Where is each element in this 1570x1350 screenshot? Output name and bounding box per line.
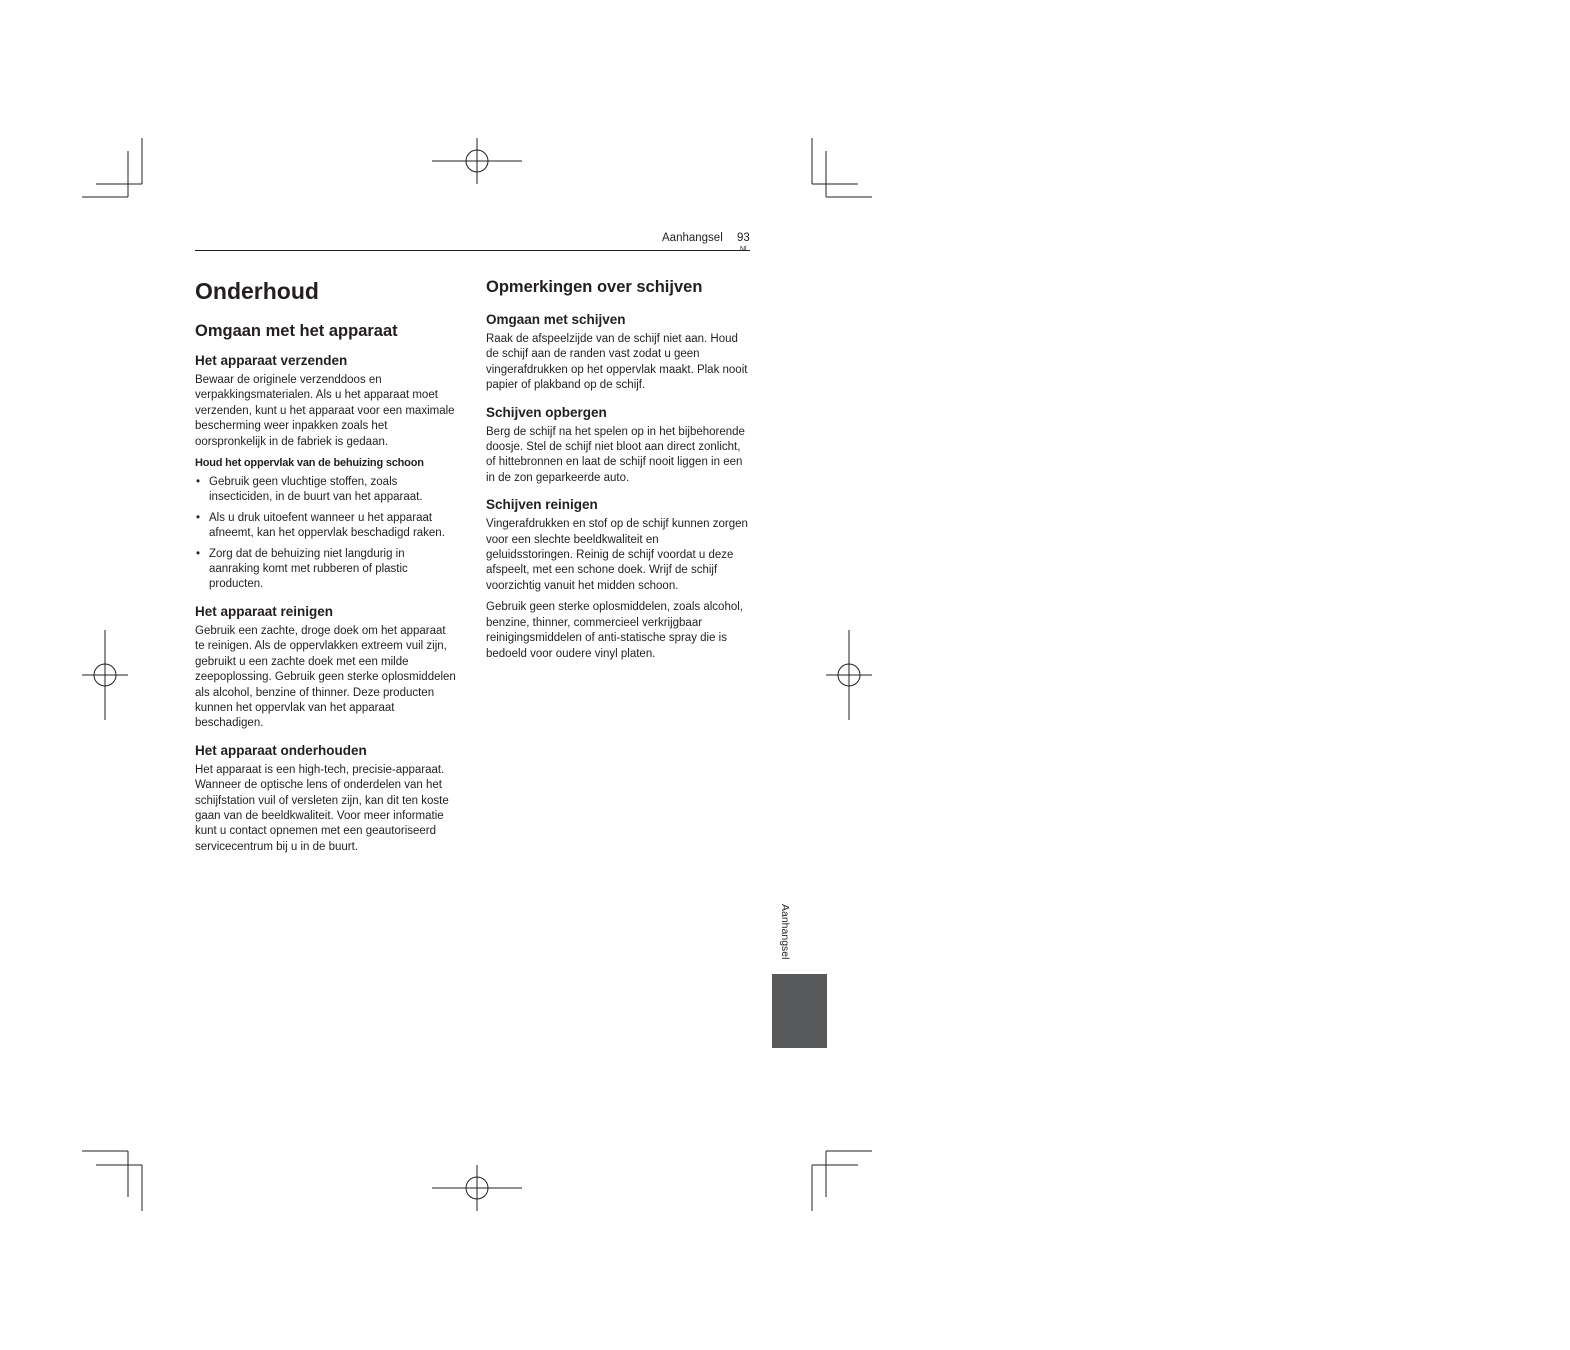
heading-onderhouden: Het apparaat onderhouden (195, 742, 367, 758)
chapter-tab (772, 974, 1570, 1048)
list-item-text: Als u druk uitoefent wanneer u het apparaat afneemt, kan het oppervlak beschadigd raken. (209, 511, 445, 540)
bullet-icon: • (196, 547, 201, 560)
side-section-label: Aanhangsel (779, 904, 791, 960)
section-onderhouden (195, 742, 457, 855)
header-rule (195, 250, 750, 251)
body-schijven-reinigen-2: Gebruik geen sterke oplosmiddelen, zoals alcohol, benzine, thinner, commercieel verkrijgbaar reinigingsmiddelen of anti-statische spray die is bedoeld voor oudere vinyl platen. (486, 601, 743, 660)
bullet-icon: • (196, 511, 201, 524)
heading-reinigen: Het apparaat reinigen (195, 603, 334, 619)
body-schijven-reinigen-1: Vingerafdrukken en stof op de schijf kunnen zorgen voor een slechte beeldkwaliteit en geluidsstoringen. Reinig de schijf voordat u deze afspeelt, met een schone doek. Wrijf de schijf voorzichtig vanuit het midden schoon. (486, 518, 748, 592)
subheading-behuizing: Houd het oppervlak van de behuizing schoon (195, 457, 424, 470)
section-reinigen (195, 603, 457, 732)
bullet-list (195, 475, 457, 593)
language-code: Nl (740, 246, 747, 253)
body-onderhouden: Het apparaat is een high-tech, precisie-apparaat. Wanneer de optische lens of onderdelen van het schijfstation vuil of versleten zijn, kan dit ten koste gaan van de beeldkwaliteit. Voor meer informatie kunt u contact opnemen met een geautoriseerd servicecentrum bij u in de buurt. (195, 763, 449, 853)
body-opbergen: Berg de schijf na het spelen op in het bijbehorende doosje. Stel de schijf niet bloot aan direct zonlicht, of hittebronnen en laat de schijf nooit liggen in een in de zon geparkeerde auto. (486, 425, 745, 484)
list-item-text: Gebruik geen vluchtige stoffen, zoals insecticiden, in de buurt van het apparaat. (209, 476, 423, 504)
section-title-schijven: Opmerkingen over schijven (486, 278, 703, 296)
section-verzenden (195, 352, 457, 593)
heading-verzenden: Het apparaat verzenden (195, 353, 348, 368)
heading-schijven-reinigen: Schijven reinigen (486, 497, 598, 513)
list-item (195, 511, 457, 542)
page-title: Onderhoud (195, 278, 319, 304)
heading-omgaan-schijven: Omgaan met schijven (486, 312, 626, 327)
body-reinigen: Gebruik een zachte, droge doek om het apparaat te reinigen. Als de oppervlakken extreem vuil zijn, gebruikt u een zachte doek met een milde zeepoplossing. Gebruik geen sterke oplosmiddelen als alcohol, benzine of thinner. Deze producten kunnen het oppervlak van het apparaat beschadigen. (195, 624, 456, 730)
body-verzenden: Bewaar de originele verzenddoos en verpakkingsmaterialen. Als u het apparaat moet verzenden, kunt u het apparaat voor een maximale bescherming weer inpakken zoals het oorspronkelijk in de fabriek is gedaan. (195, 374, 455, 448)
list-item (195, 547, 457, 593)
section-omgaan-schijven (486, 311, 748, 394)
body-omgaan-schijven: Raak de afspeelzijde van de schijf niet aan. Houd de schijf aan de randen vast zodat u geen vingerafdrukken op het oppervlak maakt. Plak nooit papier of plakband op de schijf. (486, 333, 748, 392)
list-item (195, 475, 457, 506)
section-title-apparaat: Omgaan met het apparaat (195, 322, 398, 340)
chapter-number: 10 (1554, 1026, 1570, 1042)
section-schijven-reinigen (486, 496, 748, 662)
header-section-label: Aanhangsel (662, 232, 723, 244)
left-column (195, 272, 457, 865)
section-opbergen (486, 404, 748, 487)
list-item-text: Zorg dat de behuizing niet langdurig in aanraking komt met rubberen of plastic producten. (209, 547, 408, 591)
bullet-icon: • (196, 476, 201, 489)
heading-opbergen: Schijven opbergen (486, 404, 607, 420)
page-number: 93 (737, 232, 750, 244)
right-column (486, 272, 748, 672)
